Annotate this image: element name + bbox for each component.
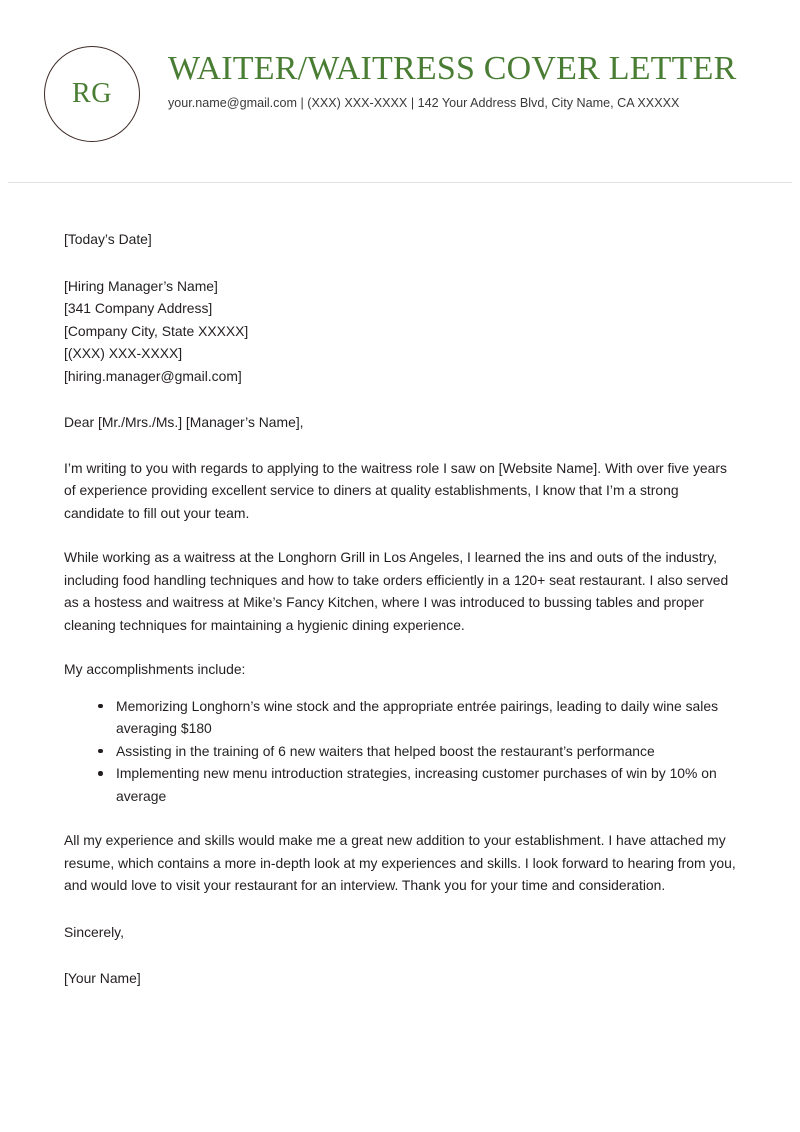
recipient-line: [341 Company Address] (64, 300, 213, 316)
signature-name: [Your Name] (64, 970, 141, 986)
spacer (64, 636, 740, 658)
spacer (64, 387, 740, 411)
spacer (64, 897, 740, 921)
list-item: Memorizing Longhorn’s wine stock and the appropriate entrée pairings, leading to daily wine sales averaging $180 (98, 695, 740, 740)
recipient-line: [Hiring Manager’s Name] (64, 277, 218, 294)
salutation: Dear [Mr./Mrs./Ms.] [Manager’s Name], (64, 414, 304, 430)
recipient-address-block (64, 275, 740, 388)
letter-header (0, 0, 800, 183)
monogram-logo (44, 46, 140, 142)
body-paragraph-2: While working as a waitress at the Longhorn Grill in Los Angeles, I learned the ins and outs of the industry, including food handling techniques and how to take orders efficiently in a 120+ seat restaurant. I also served as a hostess and waitress at Mike’s Fancy Kitchen, where I was introduced to bussing tables and proper cleaning techniques for maintaining a hygienic dining experience. (64, 549, 729, 633)
monogram-initials: RG (72, 78, 112, 109)
header-divider (8, 182, 792, 183)
spacer (64, 251, 740, 275)
contact-info-line: your.name@gmail.com | (XXX) XXX-XXXX | 142 Your Address Blvd, City Name, CA XXXXX (168, 96, 680, 110)
letter-date: [Today’s Date] (64, 231, 152, 247)
letter-body (64, 228, 740, 990)
list-item: Assisting in the training of 6 new waiters that helped boost the restaurant’s performance (98, 740, 740, 763)
list-item: Implementing new menu introduction strategies, increasing customer purchases of win by 10% on average (98, 762, 740, 807)
spacer (64, 943, 740, 967)
body-paragraph-3: All my experience and skills would make me a great new addition to your establishment. I have attached my resume, which contains a more in-depth look at my experiences and skills. I look forward to hearing from you, and would love to visit your restaurant for an interview. Thank you for your time and consideration. (64, 832, 736, 893)
spacer (64, 807, 740, 829)
body-paragraph-1: I’m writing to you with regards to applying to the waitress role I saw on [Website Name]. With over five years of experience providing excellent service to diners at quality establishments, I know that I’m a strong candidate to fill out your team. (64, 459, 727, 521)
spacer (64, 681, 740, 695)
sign-off: Sincerely, (64, 923, 124, 940)
accomplishments-list (64, 695, 740, 808)
spacer (64, 524, 740, 546)
header-text-block (168, 48, 768, 112)
recipient-line: [(XXX) XXX-XXXX] (64, 345, 183, 361)
document-title: WAITER/WAITRESS COVER LETTER (168, 50, 737, 87)
recipient-line: [Company City, State XXXXX] (64, 322, 249, 339)
spacer (64, 434, 740, 457)
recipient-line: [hiring.manager@gmail.com] (64, 367, 242, 384)
accomplishments-lead-in: My accomplishments include: (64, 661, 246, 677)
